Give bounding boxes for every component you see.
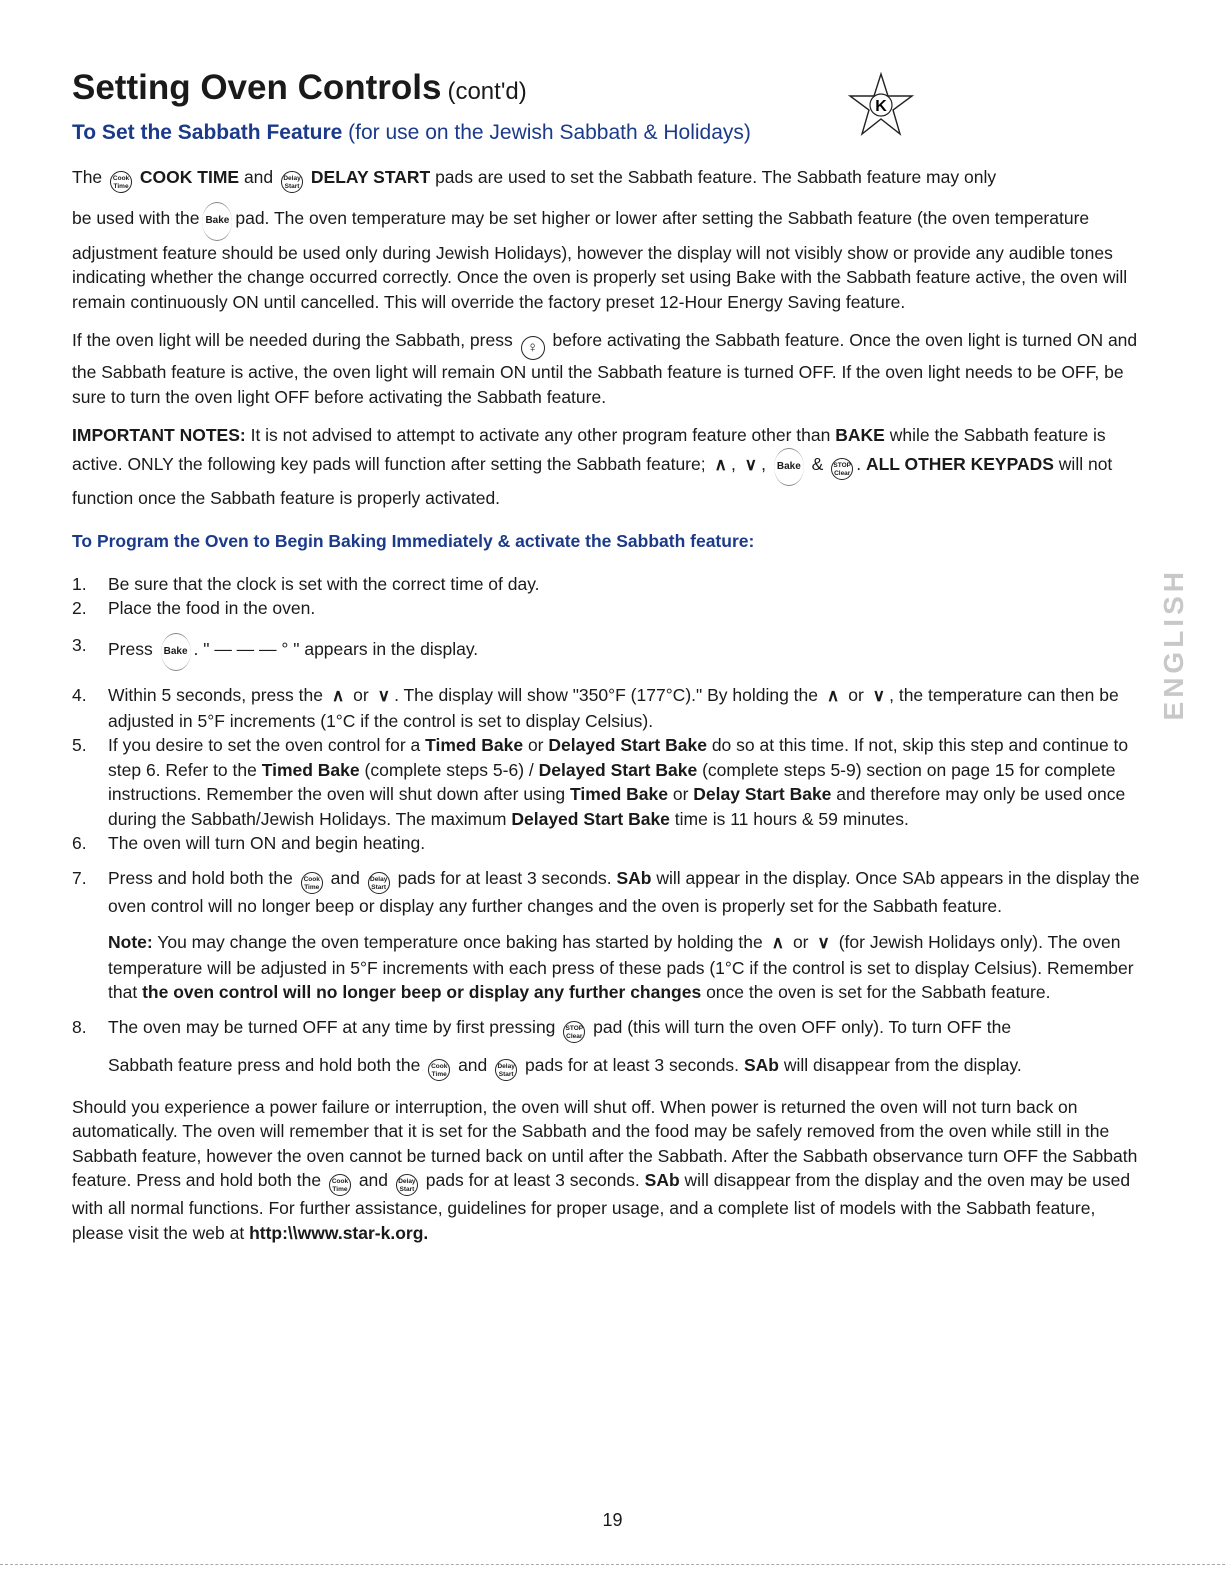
step-6: 6. The oven will turn ON and begin heating. <box>72 833 426 853</box>
intro-paragraph-1: The Cook Time COOK TIME and Delay Start DELAY START pads are used to set the Sabbath feature. The Sabbath feature may only <box>72 158 1147 196</box>
down-arrow-icon: ∨ <box>872 686 886 705</box>
delay-start-pad-icon: Delay Start <box>368 872 390 894</box>
step-2: 2. Place the food in the oven. <box>72 598 316 618</box>
steps-list <box>72 572 1147 1081</box>
page-number: 19 <box>602 1510 623 1530</box>
language-tab: ENGLISH <box>1158 568 1189 721</box>
delay-start-pad-icon: Delay Start <box>495 1059 517 1081</box>
cook-time-pad-icon: Cook Time <box>329 1174 351 1196</box>
step-4: 4. Within 5 seconds, press the ∧ or ∨ . The display will show "350°F (177°C)." By holding the ∧ or ∨ , the temperature can then be adjusted in 5°F increments (1°C if the control is set to display Celsius). <box>72 685 1119 731</box>
up-arrow-icon: ∧ <box>714 454 727 474</box>
step-7: 7. Press and hold both the Cook Time and Delay Start pads for at least 3 seconds. SAb will appear in the display. Once SAb appears in the display the oven control will no longer beep or display any further changes and the oven is properly set for the Sabbath feature. Note: You may change the oven temperature once baking has started by holding the ∧ or ∨ (for Jewish Holidays only). The oven temperature will be adjusted in 5°F increments with each press of these pads (1°C if the control is set to display Celsius). Remember that the oven control will no longer beep or display any further changes once the oven is set for the Sabbath feature. <box>72 866 1147 1005</box>
step-7-note: Note: You may change the oven temperature once baking has started by holding the ∧ or ∨ (for Jewish Holidays only). The oven temperature will be adjusted in 5°F increments with each press of these pads (1°C if the control is set to display Celsius). Remember that the oven control will no longer beep or display any further changes once the oven is set for the Sabbath feature. <box>108 932 1134 1002</box>
down-arrow-icon: ∨ <box>377 686 391 705</box>
manual-page <box>72 66 1147 1245</box>
delay-start-pad-icon: Delay Start <box>396 1174 418 1196</box>
up-arrow-icon: ∧ <box>826 686 840 705</box>
delay-start-pad-icon: Delay Start <box>281 171 303 193</box>
down-arrow-icon: ∨ <box>744 454 758 474</box>
oven-light-paragraph: If the oven light will be needed during the Sabbath, press ♀ before activating the Sabbath feature. Once the oven light is turned ON and the Sabbath feature is active, the oven light will remain ON until the Sabbath feature is turned OFF. If the oven light needs to be OFF, be sure to turn the oven light OFF before activating the Sabbath feature. <box>72 330 1138 407</box>
up-arrow-icon: ∧ <box>771 933 785 952</box>
cook-time-pad-icon: Cook Time <box>428 1059 450 1081</box>
step-1: 1. Be sure that the clock is set with the correct time of day. <box>72 573 540 594</box>
star-k-kosher-icon <box>848 72 914 138</box>
star-k-link[interactable]: http:\\www.star-k.org. <box>249 1222 429 1243</box>
stop-clear-pad-icon: STOP Clear <box>831 458 853 480</box>
oven-light-pad-icon: ♀ <box>521 336 545 360</box>
bake-pad-icon: Bake <box>202 202 232 241</box>
cook-time-pad-icon: Cook Time <box>110 171 132 193</box>
stop-clear-pad-icon: STOP Clear <box>563 1021 585 1043</box>
bake-pad-icon: Bake <box>161 633 191 672</box>
step-8: 8. The oven may be turned OFF at any time by first pressing STOP Clear pad (this will turn the oven OFF only). To turn OFF the Sabbath feature press and hold both the Cook Time and Delay Start pads for at least 3 seconds. SAb will disappear from the display. <box>72 1015 1147 1081</box>
up-arrow-icon: ∧ <box>331 686 345 705</box>
important-notes: IMPORTANT NOTES: It is not advised to attempt to activate any other program feature other than BAKE while the Sabbath feature is active. ONLY the following key pads will function after setting the Sabbath feature; ∧ , ∨ , Bake & STOP Clear . ALL OTHER KEYPADS will not function once the Sabbath feature is properly activated. <box>72 425 1113 508</box>
section-subtitle: To Set the Sabbath Feature (for use on the Jewish Sabbath & Holidays) <box>72 121 751 144</box>
down-arrow-icon: ∨ <box>817 933 830 952</box>
step-3: 3. Press Bake . " — — — ° " appears in the display. <box>72 633 1147 672</box>
cook-time-pad-icon: Cook Time <box>301 872 323 894</box>
footer-divider <box>0 1564 1225 1565</box>
closing-paragraph: Should you experience a power failure or interruption, the oven will shut off. When power is returned the oven will not turn back on automatically. The oven will remember that it is set for the Sabbath and the food may be safely removed from the oven while still in the Sabbath feature, however the oven cannot be turned back on until after the Sabbath. After the Sabbath observance turn OFF the Sabbath feature. Press and hold both the Cook Time and Delay Start pads for at least 3 seconds. SAb will disappear from the display and the oven may be used with all normal functions. For further assistance, guidelines for proper usage, and a complete list of models with the Sabbath feature, please visit the web at http:\\www.star-k.org. <box>72 1096 1138 1243</box>
kosher-letter: K <box>875 98 887 115</box>
program-section-title: To Program the Oven to Begin Baking Immediately & activate the Sabbath feature: <box>72 530 755 551</box>
step-5: 5. If you desire to set the oven control for a Timed Bake or Delayed Start Bake do so at this time. If not, skip this step and continue to step 6. Refer to the Timed Bake (complete steps 5-6) / Delayed Start Bake (complete steps 5-9) section on page 15 for complete instructions. Remember the oven will shut down after using Timed Bake or Delay Start Bake and therefore may only be used once during the Sabbath/Jewish Holidays. The maximum Delayed Start Bake time is 11 hours & 59 minutes. <box>72 735 1129 829</box>
page-title: Setting Oven Controls (cont'd) <box>72 68 527 107</box>
bake-pad-icon: Bake <box>774 448 804 487</box>
intro-paragraph-2: be used with the Bake pad. The oven temperature may be set higher or lower after setting the Sabbath feature (the oven temperature adjustment feature should be used only during Jewish Holidays), however the display will not visibly show or provide any audible tones indicating whether the change occurred correctly. Once the oven is properly set using Bake with the Sabbath feature active, the oven will remain continuously ON until cancelled. This will override the factory preset 12-Hour Energy Saving feature. <box>72 202 1147 314</box>
